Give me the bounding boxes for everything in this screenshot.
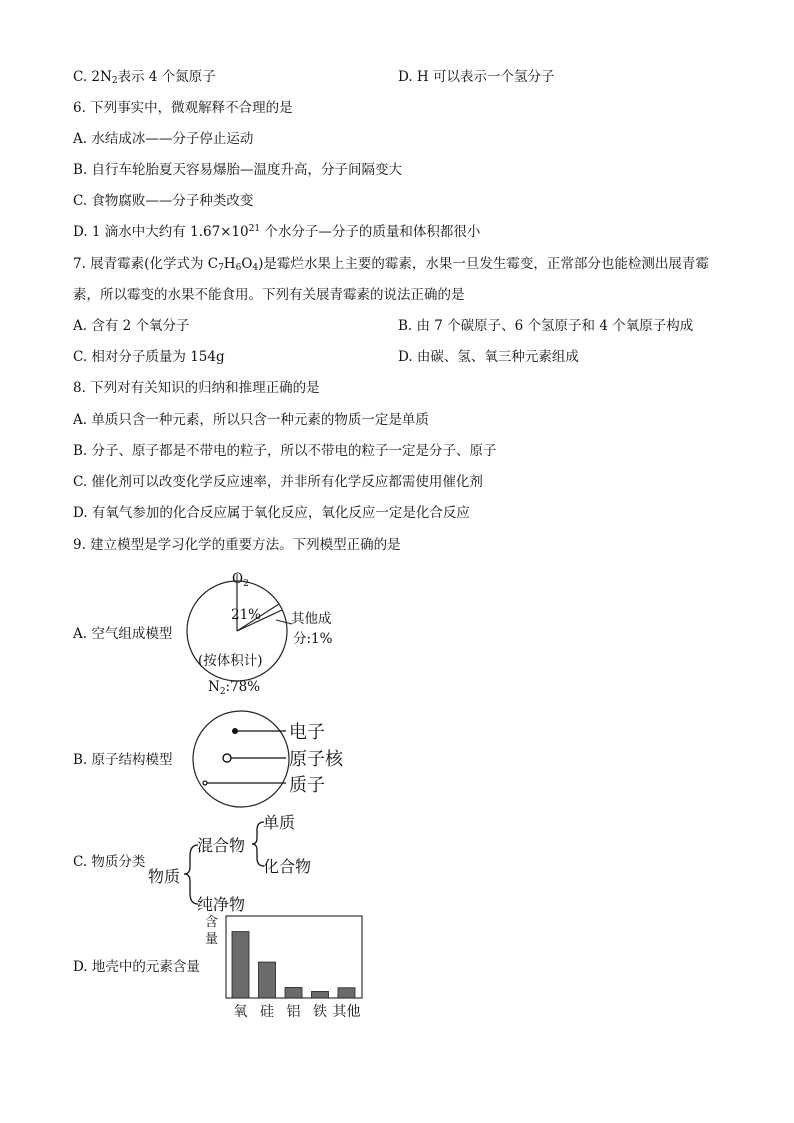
air-composition-pie	[170, 562, 370, 702]
q9-option-c-label: C. 物质分类	[73, 854, 146, 870]
bar-0	[232, 932, 249, 998]
q8-option-c: C. 催化剂可以改变化学反应速率，并非所有化学反应都需使用催化剂	[73, 474, 483, 490]
q7-option-a: A. 含有 2 个氧分子	[73, 318, 190, 334]
electron-label: 电子	[289, 722, 325, 743]
pure-substance-label: 纯净物	[197, 895, 246, 914]
q7-stem-line2: 素，所以霉变的水果不能食用。下列有关展青霉素的说法正确的是	[73, 287, 465, 303]
y-axis-label-2: 量	[205, 932, 219, 947]
q9-option-d-label: D. 地壳中的元素含量	[73, 959, 200, 975]
n2-label: $N_2:78\%$	[208, 679, 261, 697]
q6-option-b: B. 自行车轮胎夏天容易爆胎—温度升高，分子间隔变大	[73, 162, 403, 178]
q8-stem: 8. 下列对有关知识的归纳和推理正确的是	[73, 380, 320, 396]
q5-option-d: D. H 可以表示一个氢分子	[398, 69, 555, 85]
x-tick-label-3: 铁	[313, 1004, 327, 1020]
q7-option-c: C. 相对分子质量为 154g	[73, 349, 225, 365]
bar-3	[312, 991, 329, 998]
q9-stem: 9. 建立模型是学习化学的重要方法。下列模型正确的是	[73, 537, 401, 553]
q6-option-a: A. 水结成冰——分子停止运动	[73, 131, 254, 147]
q6-option-c: C. 食物腐败——分子种类改变	[73, 193, 254, 209]
compound-label: 化合物	[263, 857, 312, 876]
x-tick-label-1: 硅	[260, 1004, 274, 1020]
x-tick-label-4: 其他	[332, 1004, 361, 1020]
bar-1	[259, 962, 276, 998]
q6-stem: 6. 下列事实中，微观解释不合理的是	[73, 100, 293, 116]
other-label-line1: 其他成	[291, 611, 332, 627]
q7-option-b: B. 由 7 个碳原子、6 个氢原子和 4 个氧原子构成	[398, 318, 694, 334]
q5-option-c: C. $2N_2$表示 4 个氮原子	[73, 69, 216, 86]
volume-basis-label: (按体积计)	[198, 653, 263, 669]
q7-option-d: D. 由碳、氢、氧三种元素组成	[398, 349, 579, 365]
bar-4	[338, 988, 355, 998]
o2-percent: 21%	[231, 607, 262, 623]
proton-label: 质子	[289, 775, 325, 796]
q6-option-d: D. 1 滴水中大约有 $1.67\times 10^{21}$ 个水分子—分子的质量和体积都很小	[73, 224, 481, 240]
y-axis-label-1: 含	[205, 915, 219, 930]
bar-2	[285, 987, 302, 998]
q7-stem-line1: 7. 展青霉素(化学式为 $C_7H_6O_4$)是霉烂水果上主要的霉素，水果一旦发生霉变，正常部分也能检测出展青霉	[73, 256, 709, 273]
x-tick-label-0: 氧	[233, 1004, 248, 1020]
q9-option-a-label: A. 空气组成模型	[73, 626, 173, 642]
q8-option-d: D. 有氧气参加的化合反应属于氧化反应，氧化反应一定是化合反应	[73, 505, 470, 521]
atom-structure-model	[170, 708, 370, 812]
q8-option-a: A. 单质只含一种元素，所以只含一种元素的物质一定是单质	[73, 412, 429, 428]
q8-option-b: B. 分子、原子都是不带电的粒子，所以不带电的粒子一定是分子、原子	[73, 443, 497, 459]
q9-option-b-label: B. 原子结构模型	[73, 752, 173, 768]
substance-classification-tree	[145, 808, 345, 918]
crust-element-bar-chart	[195, 912, 375, 1024]
mixture-label: 混合物	[197, 836, 246, 855]
other-label-line2: 分:1%	[293, 631, 333, 647]
o2-label: $O_2$	[232, 571, 249, 589]
element-substance-label: 单质	[263, 813, 296, 832]
nucleus-label: 原子核	[289, 749, 343, 770]
x-tick-label-2: 铝	[286, 1004, 301, 1020]
matter-label: 物质	[148, 867, 181, 886]
